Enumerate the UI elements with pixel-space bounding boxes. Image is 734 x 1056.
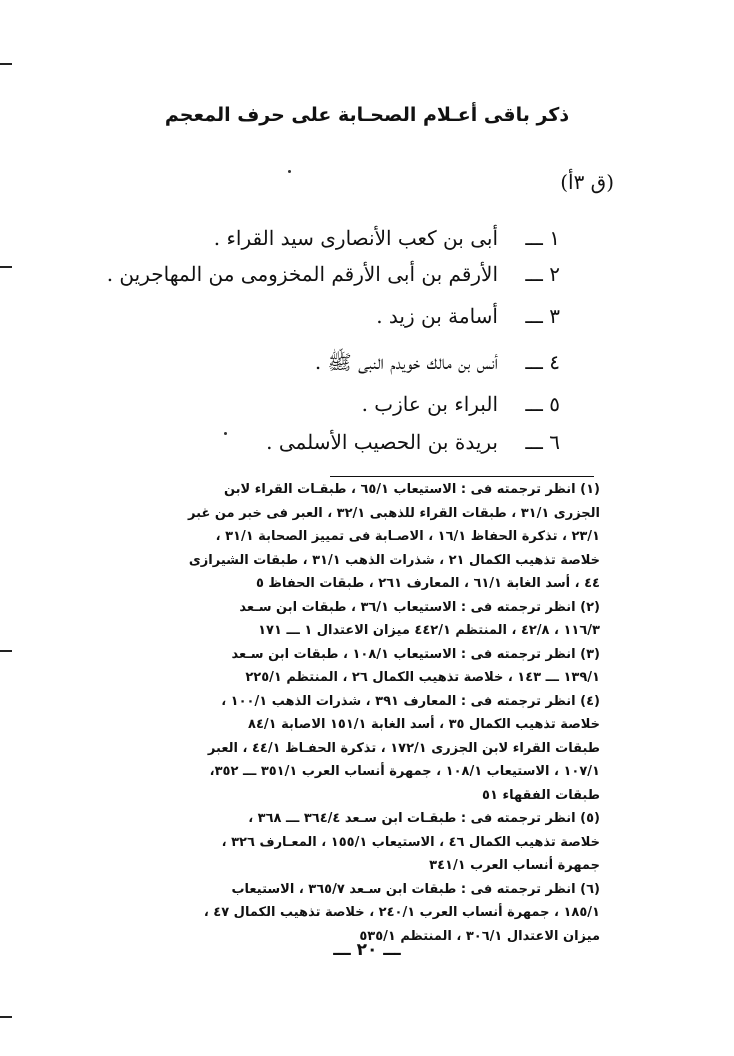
page-number: ـــ ٢٠ ـــ: [333, 940, 401, 960]
footnote-line: خلاصة تذهيب الكمال ٢١ ، شذرات الذهب ٣١/١ ، طبقات الشيرازى: [188, 552, 600, 568]
list-item: [0, 350, 734, 379]
footnote-line: خلاصة تذهيب الكمال ٣٥ ، أسد الغابة ١٥١/١ الاصابة ٨٤/١: [248, 717, 600, 732]
manuscript-folio-reference: (ق ٣أ): [560, 170, 614, 194]
entry-text: بريدة بن الحصيب الأسلمى .: [266, 430, 498, 454]
entry-number: ٢ ـــ: [525, 262, 560, 286]
footnote-line: ١٠٧/١ ، الاستيعاب ١٠٨/١ ، جمهرة أنساب العرب ٣٥١/١ ـــ ٣٥٢،: [209, 764, 600, 779]
footnote-divider: [330, 476, 594, 477]
footnote-line: جمهرة أنساب العرب ٣٤١/١: [429, 858, 600, 873]
page-title: ذكر باقى أعـلام الصحـابة على حرف المعجم: [164, 104, 570, 126]
list-item: [0, 226, 734, 250]
footnote-line: ١٨٥/١ ، جمهرة أنساب العرب ٢٤٠/١ ، خلاصة تذهيب الكمال ٤٧ ،: [203, 905, 600, 920]
entry-number: ٣ ـــ: [525, 304, 560, 328]
entry-number: ٤ ـــ: [525, 350, 560, 374]
footnote-line: (٢) انظر ترجمته فى : الاستيعاب ٣٦/١ ، طبقات ابن سـعد: [239, 599, 600, 615]
footnote-line: (٤) انظر ترجمته فى : المعارف ٣٩١ ، شذرات الذهب ١٠٠/١ ،: [221, 693, 600, 709]
entry-text: أبى بن كعب الأنصارى سيد القراء .: [213, 226, 498, 250]
footnote-line: ٢٣/١ ، تذكرة الحفاظ ١٦/١ ، الاصـابة فى تمييز الصحابة ٣١/١ ،: [215, 529, 600, 544]
scan-speck: [288, 170, 291, 173]
footnote-line: طبقات الفقهاء ٥١: [482, 787, 600, 803]
footnote-line: خلاصة تذهيب الكمال ٤٦ ، الاستيعاب ١٥٥/١ ، المعـارف ٣٢٦ ،: [221, 834, 600, 850]
list-item: [0, 262, 734, 286]
footnote-line: طبقات القراء لابن الجزرى ١٧٢/١ ، تذكرة الحفـاظ ٤٤/١ ، العبر: [207, 740, 600, 756]
footnote-line: (٦) انظر ترجمته فى : طبقات ابن سـعد ٣٦٥/٧ ، الاستيعاب: [231, 881, 600, 897]
footnote-line: (٣) انظر ترجمته فى : الاستيعاب ١٠٨/١ ، طبقات ابن سـعد: [231, 646, 600, 662]
footnotes: [84, 478, 600, 948]
scan-edge-mark: [0, 650, 12, 652]
list-item: [0, 304, 734, 328]
footnote-line: ٤٤ ، أسد الغابة ٦١/١ ، المعارف ٢٦١ ، طبقات الحفاظ ٥: [255, 576, 600, 591]
footnote-line: ميزان الاعتدال ٣٠٦/١ ، المنتظم ٥٣٥/١: [359, 928, 600, 944]
scan-edge-mark: [0, 63, 12, 65]
entry-number: ٥ ـــ: [525, 392, 560, 416]
list-item: [0, 392, 734, 416]
footnote-line: الجزرى ٣١/١ ، طبقات القراء للذهبى ٣٢/١ ، العبر فى خبر من غبر: [188, 505, 600, 521]
entry-number: ١ ـــ: [525, 226, 560, 250]
list-item: [0, 430, 734, 454]
entry-number: ٦ ـــ: [525, 430, 560, 454]
entry-text: البراء بن عازب .: [361, 392, 498, 416]
entry-text: الأرقم بن أبى الأرقم المخزومى من المهاجرين .: [106, 262, 498, 286]
entry-text: أنس بن مالك خويدم النبى ﷺ .: [314, 350, 498, 374]
footnote-line: (١) انظر ترجمته فى : الاستيعاب ٦٥/١ ، طبقـات القراء لابن: [223, 482, 600, 497]
footnote-line: ١٣٩/١ ـــ ١٤٣ ، خلاصة تذهيب الكمال ٢٦ ، المنتظم ٢٢٥/١: [245, 670, 600, 685]
entry-text: أسامة بن زيد .: [376, 304, 498, 328]
footnote-line: ١١٦/٣ ، ٤٢/٨ ، المنتظم ٤٤٢/١ ميزان الاعتدال ١ ـــ ١٧١: [258, 623, 600, 638]
scan-edge-mark: [0, 1016, 12, 1018]
footnote-line: (٥) انظر ترجمته فى : طبقـات ابن سـعد ٣٦٤/٤ ـــ ٣٦٨ ،: [248, 811, 600, 826]
